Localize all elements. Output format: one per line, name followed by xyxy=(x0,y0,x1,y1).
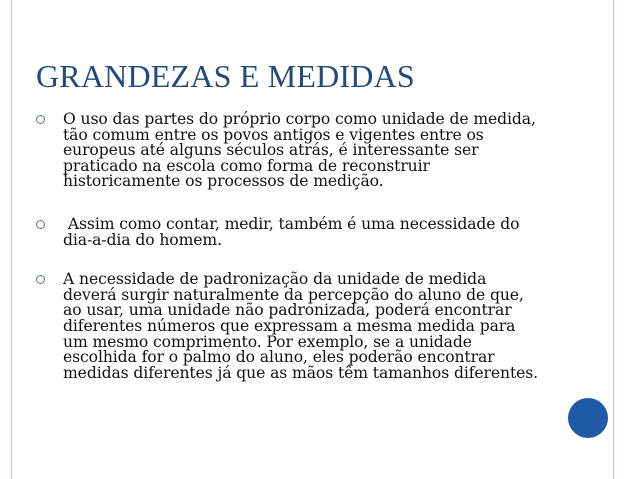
bullet-line: historicamente os processos de medição. xyxy=(63,172,384,191)
slide-title: GRANDEZAS E MEDIDAS xyxy=(36,58,415,94)
bullet-line: ao usar, uma unidade não padronizada, poderá encontrar xyxy=(63,301,512,320)
blue-circle-decoration xyxy=(568,398,608,438)
bullet-line: um mesmo comprimento. Por exemplo, se a unidade xyxy=(63,332,472,351)
slide-frame-left-line xyxy=(11,0,12,479)
bullet-line: europeus até alguns séculos atrás, é interessante ser xyxy=(63,141,479,160)
bullet-item xyxy=(36,272,606,381)
bullet-circle-icon xyxy=(36,115,45,124)
bullet-line: Assim como contar, medir, também é uma necessidade do xyxy=(63,214,520,233)
bullet-line: deverá surgir naturalmente da percepção do aluno de que, xyxy=(63,285,524,304)
bullet-circle-icon xyxy=(36,275,45,284)
bullet-line: tão comum entre os povos antigos e vigentes entre os xyxy=(63,125,484,144)
bullet-line: diferentes números que expressam a mesma medida para xyxy=(63,316,516,335)
bullet-list xyxy=(36,112,606,381)
slide-frame-right-line xyxy=(613,0,614,479)
bullet-text xyxy=(63,112,606,190)
bullet-line: medidas diferentes já que as mãos têm tamanhos diferentes. xyxy=(63,363,539,382)
bullet-line: praticado na escola como forma de reconstruir xyxy=(63,156,430,175)
bullet-text xyxy=(63,272,606,381)
bullet-item xyxy=(36,214,606,249)
bullet-item xyxy=(36,112,606,190)
bullet-circle-icon xyxy=(36,220,45,229)
bullet-line: dia-a-dia do homem. xyxy=(63,230,222,249)
bullet-line: O uso das partes do próprio corpo como unidade de medida, xyxy=(63,110,536,128)
bullet-line: A necessidade de padronização da unidade de medida xyxy=(63,270,487,289)
bullet-text xyxy=(63,214,606,249)
bullet-line: escolhida for o palmo do aluno, eles poderão encontrar xyxy=(63,348,495,367)
